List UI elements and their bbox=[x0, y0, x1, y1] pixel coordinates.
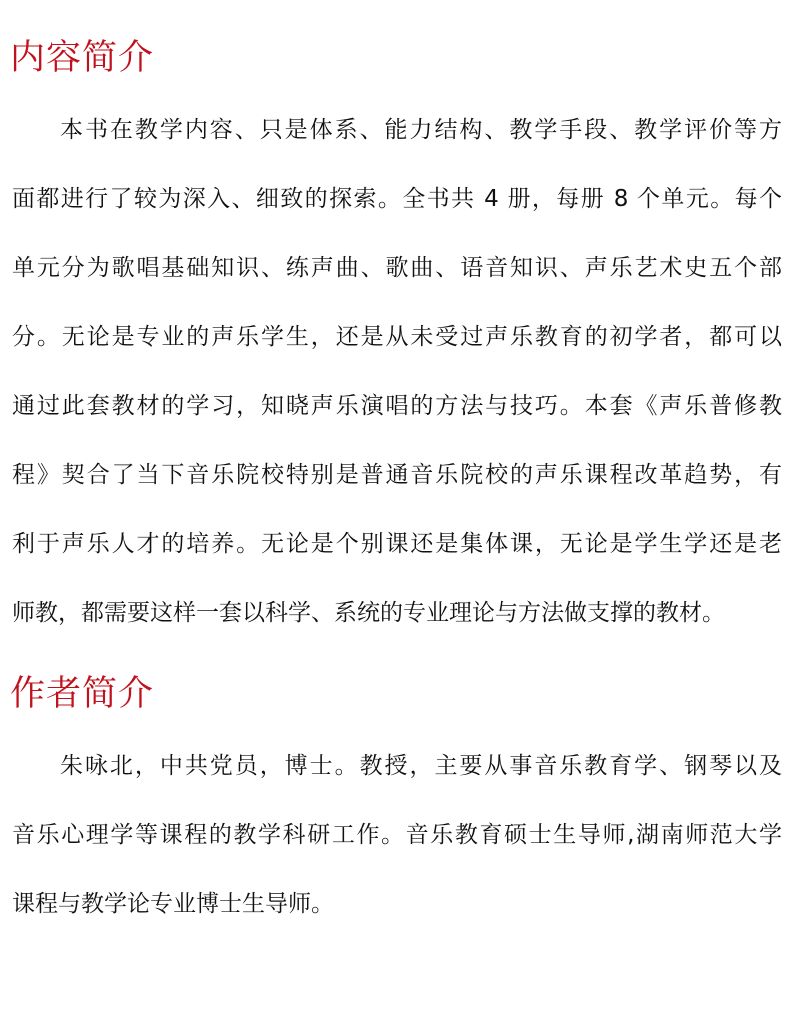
author-intro-heading: 作者简介 bbox=[10, 674, 155, 714]
author-intro-paragraph bbox=[12, 732, 782, 939]
paragraph-line: 课程与教学论专业博士生导师。 bbox=[12, 891, 334, 917]
paragraph-line: 通过此套教材的学习，知晓声乐演唱的方法与技巧。本套《声乐普修教 bbox=[12, 393, 782, 419]
paragraph-line: 面都进行了较为深入、细致的探索。全书共 4 册，每册 8 个单元。每个 bbox=[12, 186, 782, 212]
paragraph-line: 程》契合了当下音乐院校特别是普通音乐院校的声乐课程改革趋势，有 bbox=[12, 462, 782, 488]
paragraph-line: 音乐心理学等课程的教学科研工作。音乐教育硕士生导师,湖南师范大学 bbox=[12, 822, 782, 848]
content-intro-paragraph bbox=[12, 96, 782, 648]
paragraph-line: 本书在教学内容、只是体系、能力结构、教学手段、教学评价等方 bbox=[60, 117, 782, 143]
paragraph-line: 分。无论是专业的声乐学生，还是从未受过声乐教育的初学者，都可以 bbox=[12, 324, 782, 350]
paragraph-line: 利于声乐人才的培养。无论是个别课还是集体课，无论是学生学还是老 bbox=[12, 531, 782, 557]
paragraph-line: 师教，都需要这样一套以科学、系统的专业理论与方法做支撑的教材。 bbox=[12, 600, 725, 626]
paragraph-line: 朱咏北，中共党员，博士。教授，主要从事音乐教育学、钢琴以及 bbox=[60, 753, 782, 779]
content-intro-heading: 内容简介 bbox=[10, 38, 155, 78]
paragraph-line: 单元分为歌唱基础知识、练声曲、歌曲、语音知识、声乐艺术史五个部 bbox=[12, 255, 782, 281]
